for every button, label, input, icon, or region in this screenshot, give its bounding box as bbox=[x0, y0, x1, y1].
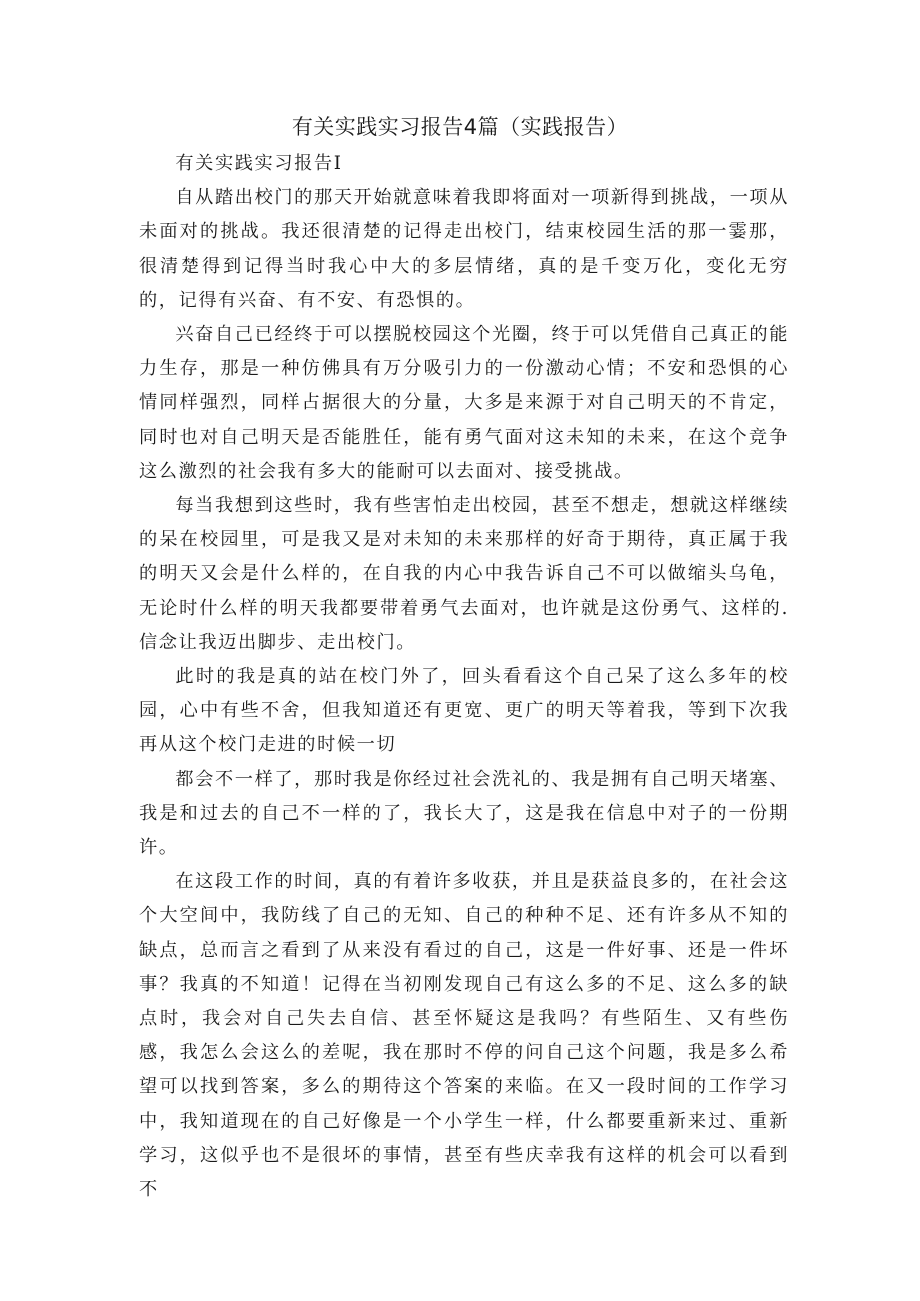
paragraph: 在这段工作的时间，真的有着许多收获，并且是获益良多的，在社会这个大空间中，我防线了自己的无知、自己的种种不足、还有许多从不知的缺点，总而言之看到了从来没有看过的自己，这是一件好事、还是一件坏事？我真的不知道！记得在当初刚发现自己有这么多的不足、这么多的缺点时，我会对自己失去自信、甚至怀疑这是我吗？有些陌生、又有些伤感，我怎么会这么的差呢，我在那时不停的问自己这个问题，我是多么希望可以找到答案，多么的期待这个答案的来临。在又一段时间的工作学习中，我知道现在的自己好像是一个小学生一样，什么都要重新来过、重新学习，这似乎也不是很坏的事情，甚至有些庆幸我有这样的机会可以看到不 bbox=[139, 871, 789, 1201]
document-body bbox=[139, 147, 789, 1207]
paragraph: 此时的我是真的站在校门外了，回头看看这个自己呆了这么多年的校园，心中有些不舍，但我知道还有更宽、更广的明天等着我，等到下次我再从这个校门走进的时候一切 bbox=[139, 666, 789, 756]
paragraph: 都会不一样了，那时我是你经过社会洗礼的、我是拥有自己明天堵塞、我是和过去的自己不一样的了，我长大了，这是我在信息中对子的一份期许。 bbox=[139, 768, 789, 859]
document-title: 有关实践实习报告4篇（实践报告） bbox=[291, 115, 629, 139]
paragraph: 兴奋自己已经终于可以摆脱校园这个光圈，终于可以凭借自己真正的能力生存，那是一种仿佛具有万分吸引力的一份激动心情；不安和恐惧的心情同样强烈，同样占据很大的分量，大多是来源于对自己明天的不肯定，同时也对自己明天是否能胜任，能有勇气面对这未知的未来，在这个竞争这么激烈的社会我有多大的能耐可以去面对、接受挑战。 bbox=[139, 324, 789, 482]
paragraph: 自从踏出校门的那天开始就意味着我即将面对一项新得到挑战，一项从未面对的挑战。我还很清楚的记得走出校门，结束校园生活的那一霎那，很清楚得到记得当时我心中大的多层情绪，真的是千变万化，变化无穷的，记得有兴奋、有不安、有恐惧的。 bbox=[139, 187, 789, 311]
paragraph: 每当我想到这些时，我有些害怕走出校园，甚至不想走，想就这样继续的呆在校园里，可是我又是对未知的未来那样的好奇于期待，真正属于我的明天又会是什么样的，在自我的内心中我告诉自己不可以做缩头乌龟，无论时什么样的明天我都要带着勇气去面对，也许就是这份勇气、这样的.信念让我迈出脚步、走出校门。 bbox=[139, 495, 789, 653]
section-subheading: 有关实践实习报告Ⅰ bbox=[175, 153, 343, 174]
